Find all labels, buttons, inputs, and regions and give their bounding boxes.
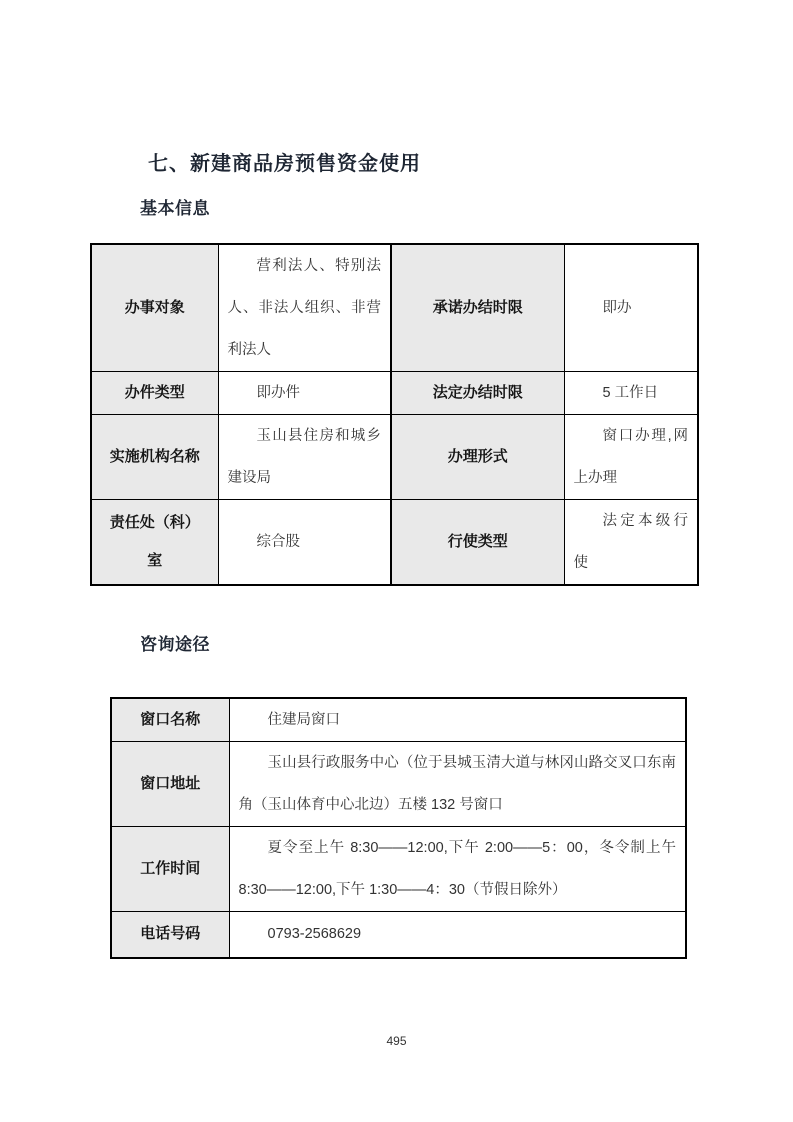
- section-heading-basic-info: 基本信息: [140, 199, 210, 218]
- table-row: [91, 500, 698, 586]
- value-cell: 5 工作日: [564, 372, 698, 415]
- table-row: [111, 698, 686, 742]
- value-cell: 即办件: [218, 372, 391, 415]
- page-number: 495: [386, 1034, 407, 1048]
- table-row: [111, 827, 686, 912]
- value-cell: 玉山县住房和城乡建设局: [218, 415, 391, 500]
- value-cell: 综合股: [218, 500, 391, 586]
- label-cell: 承诺办结时限: [391, 244, 564, 372]
- value-cell: 0793-2568629: [229, 912, 686, 958]
- table-row: [111, 742, 686, 827]
- value-cell: 夏令至上午 8:30——12:00,下午 2:00——5：00，冬令制上午 8:30——12:00,下午 1:30——4：30（节假日除外）: [229, 827, 686, 912]
- label-cell: 行使类型: [391, 500, 564, 586]
- table-row: [91, 372, 698, 415]
- label-cell: 电话号码: [111, 912, 229, 958]
- label-cell: 工作时间: [111, 827, 229, 912]
- table-row: [91, 244, 698, 372]
- label-cell: 责任处（科）室: [91, 500, 218, 586]
- label-cell: 办件类型: [91, 372, 218, 415]
- consult-table: [110, 697, 687, 959]
- value-cell: 法定本级行使: [564, 500, 698, 586]
- value-cell: 窗口办理,网上办理: [564, 415, 698, 500]
- basic-info-table: [90, 243, 699, 586]
- table-row: [91, 415, 698, 500]
- label-cell: 法定办结时限: [391, 372, 564, 415]
- label-cell: 窗口地址: [111, 742, 229, 827]
- table-row: [111, 912, 686, 958]
- value-cell: 营利法人、特别法人、非法人组织、非营利法人: [218, 244, 391, 372]
- label-cell: 窗口名称: [111, 698, 229, 742]
- value-cell: 住建局窗口: [229, 698, 686, 742]
- value-cell: 玉山县行政服务中心（位于县城玉清大道与林冈山路交叉口东南角（玉山体育中心北边）五楼 132 号窗口: [229, 742, 686, 827]
- value-cell: 即办: [564, 244, 698, 372]
- label-cell: 办理形式: [391, 415, 564, 500]
- label-cell: 实施机构名称: [91, 415, 218, 500]
- page-title: 七、新建商品房预售资金使用: [148, 153, 421, 175]
- section-heading-consult: 咨询途径: [140, 635, 210, 654]
- label-cell: 办事对象: [91, 244, 218, 372]
